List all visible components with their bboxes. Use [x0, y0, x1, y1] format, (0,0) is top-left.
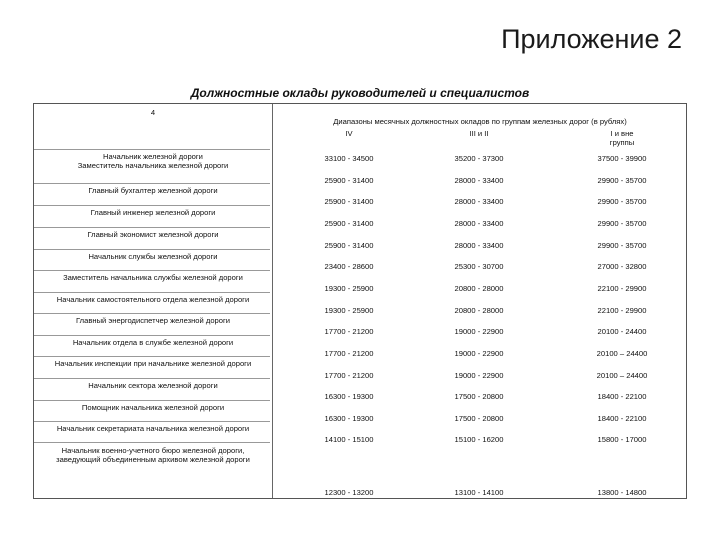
position-label: Начальник железной дороги: [103, 152, 203, 161]
salary-cell: 29900 - 35700: [597, 197, 647, 206]
row-separator: [34, 205, 270, 206]
position-label: Помощник начальника железной дороги: [81, 403, 225, 412]
salary-cell: 17500 - 20800: [454, 414, 504, 423]
salary-cell: 17700 - 21200: [324, 327, 374, 336]
page-title: Приложение 2: [501, 24, 682, 54]
salary-cell: 16300 - 19300: [324, 414, 374, 423]
row-separator: [34, 249, 270, 250]
header-group-iii-ii: III и II: [469, 129, 489, 138]
header-number: 4: [150, 108, 156, 117]
salary-cell: 25900 - 31400: [324, 176, 374, 185]
position-label: Главный энергодиспетчер железной дороги: [76, 316, 230, 325]
salary-cell: 18400 - 22100: [597, 392, 647, 401]
salary-cell: 13100 - 14100: [454, 488, 504, 497]
position-label: заведующий объединенным архивом железной дороги: [56, 455, 250, 464]
salary-cell: 25300 - 30700: [454, 262, 504, 271]
row-separator: [34, 442, 270, 443]
salary-cell: 33100 - 34500: [324, 154, 374, 163]
position-label: Заместитель начальника службы железной дороги: [63, 273, 243, 282]
salary-cell: 28000 - 33400: [454, 197, 504, 206]
salary-cell: 19000 - 22900: [454, 349, 504, 358]
salary-cell: 19300 - 25900: [324, 306, 374, 315]
row-separator: [34, 313, 270, 314]
salary-cell: 17700 - 21200: [324, 349, 374, 358]
salary-table: [33, 103, 687, 499]
salary-cell: 18400 - 22100: [597, 414, 647, 423]
salary-cell: 15100 - 16200: [454, 435, 504, 444]
salary-cell: 12300 - 13200: [324, 488, 374, 497]
row-separator: [34, 270, 270, 271]
salary-cell: 17500 - 20800: [454, 392, 504, 401]
salary-cell: 29900 - 35700: [597, 241, 647, 250]
row-separator: [34, 292, 270, 293]
salary-cell: 35200 - 37300: [454, 154, 504, 163]
salary-cell: 19000 - 22900: [454, 371, 504, 380]
salary-cell: 23400 - 28600: [324, 262, 374, 271]
row-separator: [34, 421, 270, 422]
header-group-i: [562, 129, 682, 147]
salary-cell: 28000 - 33400: [454, 241, 504, 250]
salary-cell: 14100 - 15100: [324, 435, 374, 444]
salary-cell: 28000 - 33400: [454, 219, 504, 228]
row-separator: [34, 149, 270, 150]
salary-cell: 19300 - 25900: [324, 284, 374, 293]
salary-cell: 19000 - 22900: [454, 327, 504, 336]
position-label: Начальник службы железной дороги: [88, 252, 218, 261]
salary-cell: 25900 - 31400: [324, 241, 374, 250]
salary-cell: 27000 - 32800: [597, 262, 647, 271]
header-group-i-line2: группы: [609, 138, 635, 147]
salary-cell: 13800 - 14800: [597, 488, 647, 497]
row-separator: [34, 335, 270, 336]
salary-cell: 25900 - 31400: [324, 197, 374, 206]
header-group-i-line1: I и вне: [610, 129, 634, 138]
position-label: Главный бухгалтер железной дороги: [88, 186, 218, 195]
salary-cell: 20100 – 24400: [596, 371, 648, 380]
position-label: Начальник инспекции при начальнике железной дороги: [54, 359, 252, 368]
position-label: Начальник военно-учетного бюро железной дороги,: [61, 446, 245, 455]
document-heading: Должностные оклады руководителей и специалистов: [190, 86, 530, 100]
header-group-iv: IV: [345, 129, 353, 138]
row-separator: [34, 183, 270, 184]
salary-cell: 37500 - 39900: [597, 154, 647, 163]
row-separator: [34, 356, 270, 357]
position-label: Начальник самостоятельного отдела железной дороги: [56, 295, 250, 304]
row-separator: [34, 400, 270, 401]
row-separator: [34, 227, 270, 228]
salary-cell: 28000 - 33400: [454, 176, 504, 185]
position-label: Начальник отдела в службе железной дороги: [72, 338, 234, 347]
salary-cell: 20100 - 24400: [597, 327, 647, 336]
header-main: Диапазоны месячных должностных окладов по группам железных дорог (в рублях): [333, 117, 627, 126]
salary-cell: 20800 - 28000: [454, 284, 504, 293]
position-label: Главный экономист железной дороги: [87, 230, 219, 239]
position-label: Начальник секретариата начальника железной дороги: [56, 424, 250, 433]
column-divider: [272, 104, 273, 498]
salary-cell: 16300 - 19300: [324, 392, 374, 401]
salary-cell: 22100 - 29900: [597, 306, 647, 315]
position-label: Главный инженер железной дороги: [90, 208, 216, 217]
salary-cell: 29900 - 35700: [597, 219, 647, 228]
salary-cell: 20800 - 28000: [454, 306, 504, 315]
salary-cell: 22100 - 29900: [597, 284, 647, 293]
salary-cell: 15800 - 17000: [597, 435, 647, 444]
row-separator: [34, 378, 270, 379]
position-label: Заместитель начальника железной дороги: [77, 161, 229, 170]
salary-cell: 25900 - 31400: [324, 219, 374, 228]
salary-cell: 20100 – 24400: [596, 349, 648, 358]
salary-cell: 17700 - 21200: [324, 371, 374, 380]
salary-cell: 29900 - 35700: [597, 176, 647, 185]
position-label: Начальник сектора железной дороги: [88, 381, 218, 390]
